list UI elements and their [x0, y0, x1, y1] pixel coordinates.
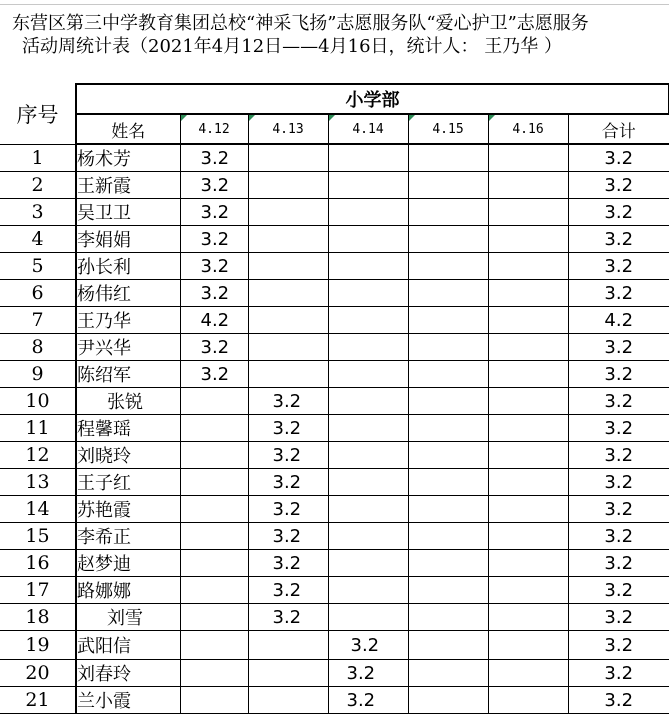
row-hours-cell-413[interactable]: 3.2: [248, 388, 328, 415]
row-hours-cell-412[interactable]: [180, 660, 248, 687]
row-hours-cell-413[interactable]: 3.2: [248, 415, 328, 442]
row-seq-cell[interactable]: 17: [0, 577, 76, 604]
row-hours-cell-414[interactable]: [328, 496, 408, 523]
volunteer-hours-table: [0, 83, 669, 714]
sheet-top-edge: [0, 0, 669, 5]
row-total-cell[interactable]: 3.2: [568, 280, 669, 307]
row-hours-cell-415[interactable]: [408, 469, 488, 496]
row-hours-cell-416[interactable]: [488, 442, 568, 469]
row-hours-cell-414[interactable]: [328, 144, 408, 172]
row-name-cell[interactable]: 王乃华: [76, 307, 180, 334]
row-hours-cell-416[interactable]: [488, 307, 568, 334]
row-hours-cell-413[interactable]: [248, 631, 328, 660]
row-total-cell[interactable]: 3.2: [568, 550, 669, 577]
row-hours-cell-416[interactable]: [488, 334, 568, 361]
row-seq-cell[interactable]: 7: [0, 307, 76, 334]
row-hours-cell-416[interactable]: [488, 604, 568, 631]
row-hours-cell-416[interactable]: [488, 280, 568, 307]
row-total-cell[interactable]: 3.2: [568, 496, 669, 523]
row-seq-cell[interactable]: 4: [0, 226, 76, 253]
row-total-cell[interactable]: 3.2: [568, 469, 669, 496]
row-hours-cell-416[interactable]: [488, 523, 568, 550]
date-column-header-0416[interactable]: 4.16: [488, 114, 568, 144]
table-row: [0, 388, 669, 415]
row-hours-cell-412[interactable]: [180, 496, 248, 523]
row-seq-cell[interactable]: 5: [0, 253, 76, 280]
row-name-cell[interactable]: 尹兴华: [76, 334, 180, 361]
table-row: [0, 631, 669, 660]
row-hours-cell-412[interactable]: [180, 469, 248, 496]
seq-column-header[interactable]: 序号: [0, 84, 76, 144]
column-header-row: [0, 114, 669, 144]
row-hours-cell-414[interactable]: [328, 604, 408, 631]
row-hours-cell-413[interactable]: [248, 172, 328, 199]
row-hours-cell-412[interactable]: 4.2: [180, 307, 248, 334]
date-column-header-0414[interactable]: 4.14: [328, 114, 408, 144]
row-hours-cell-413[interactable]: [248, 253, 328, 280]
row-hours-cell-413[interactable]: 3.2: [248, 496, 328, 523]
row-seq-cell[interactable]: 19: [0, 631, 76, 660]
row-hours-cell-412[interactable]: [180, 604, 248, 631]
row-hours-cell-414[interactable]: [328, 307, 408, 334]
row-hours-cell-415[interactable]: [408, 496, 488, 523]
row-name-cell[interactable]: 吴卫卫: [76, 199, 180, 226]
row-hours-cell-414[interactable]: 3.2: [328, 687, 408, 714]
row-hours-cell-413[interactable]: [248, 280, 328, 307]
row-hours-cell-413[interactable]: [248, 199, 328, 226]
row-seq-cell[interactable]: 6: [0, 280, 76, 307]
row-hours-cell-416[interactable]: [488, 687, 568, 714]
row-hours-cell-413[interactable]: [248, 660, 328, 687]
row-hours-cell-413[interactable]: [248, 307, 328, 334]
date-column-header-0413[interactable]: 4.13: [248, 114, 328, 144]
row-hours-cell-414[interactable]: [328, 577, 408, 604]
row-hours-cell-412[interactable]: [180, 523, 248, 550]
date-column-header-0415[interactable]: 4.15: [408, 114, 488, 144]
row-total-cell[interactable]: 3.2: [568, 523, 669, 550]
row-hours-cell-416[interactable]: [488, 226, 568, 253]
table-row: [0, 253, 669, 280]
row-total-cell[interactable]: 3.2: [568, 604, 669, 631]
row-hours-cell-412[interactable]: [180, 388, 248, 415]
title-line-1: 东营区第三中学教育集团总校“神采飞扬”志愿服务队“爱心护卫”志愿服务: [12, 13, 589, 34]
row-hours-cell-413[interactable]: 3.2: [248, 469, 328, 496]
row-hours-cell-416[interactable]: [488, 577, 568, 604]
row-hours-cell-412[interactable]: [180, 687, 248, 714]
table-row: [0, 334, 669, 361]
row-seq-cell[interactable]: 14: [0, 496, 76, 523]
row-total-cell[interactable]: 3.2: [568, 172, 669, 199]
row-hours-cell-416[interactable]: [488, 172, 568, 199]
row-hours-cell-412[interactable]: 3.2: [180, 334, 248, 361]
row-hours-cell-414[interactable]: [328, 469, 408, 496]
row-name-cell[interactable]: 刘晓玲: [76, 442, 180, 469]
row-total-cell[interactable]: 3.2: [568, 388, 669, 415]
row-hours-cell-416[interactable]: [488, 199, 568, 226]
row-hours-cell-414[interactable]: 3.2: [328, 631, 408, 660]
row-hours-cell-415[interactable]: [408, 604, 488, 631]
row-name-cell[interactable]: 刘春玲: [76, 660, 180, 687]
row-total-cell[interactable]: 3.2: [568, 226, 669, 253]
table-row: [0, 469, 669, 496]
row-hours-cell-414[interactable]: [328, 550, 408, 577]
row-hours-cell-415[interactable]: [408, 253, 488, 280]
row-name-cell[interactable]: 刘雪: [76, 604, 180, 631]
row-seq-cell[interactable]: 21: [0, 687, 76, 714]
row-hours-cell-413[interactable]: [248, 226, 328, 253]
section-header-row: [0, 84, 669, 114]
row-seq-cell[interactable]: 2: [0, 172, 76, 199]
row-hours-cell-414[interactable]: [328, 226, 408, 253]
row-name-cell[interactable]: 兰小霞: [76, 687, 180, 714]
total-column-header[interactable]: 合计: [568, 114, 669, 144]
title-line-2: 活动周统计表（2021年4月12日——4月16日，统计人： 王乃华 ）: [22, 36, 562, 57]
table-row: [0, 307, 669, 334]
row-hours-cell-412[interactable]: 3.2: [180, 172, 248, 199]
row-hours-cell-414[interactable]: [328, 280, 408, 307]
row-hours-cell-415[interactable]: [408, 442, 488, 469]
table-row: [0, 280, 669, 307]
row-name-cell[interactable]: 路娜娜: [76, 577, 180, 604]
row-hours-cell-416[interactable]: [488, 660, 568, 687]
row-name-cell[interactable]: 杨术芳: [76, 144, 180, 172]
table-row: [0, 577, 669, 604]
row-hours-cell-412[interactable]: [180, 577, 248, 604]
row-total-cell[interactable]: 3.2: [568, 415, 669, 442]
row-total-cell[interactable]: 3.2: [568, 144, 669, 172]
row-seq-cell[interactable]: 10: [0, 388, 76, 415]
row-name-cell[interactable]: 赵梦迪: [76, 550, 180, 577]
row-hours-cell-413[interactable]: 3.2: [248, 604, 328, 631]
row-hours-cell-415[interactable]: [408, 361, 488, 388]
table-row: [0, 199, 669, 226]
row-hours-cell-415[interactable]: [408, 307, 488, 334]
row-total-cell[interactable]: 3.2: [568, 631, 669, 660]
row-hours-cell-413[interactable]: 3.2: [248, 577, 328, 604]
row-hours-cell-415[interactable]: [408, 334, 488, 361]
row-hours-cell-414[interactable]: [328, 334, 408, 361]
row-hours-cell-412[interactable]: [180, 631, 248, 660]
row-name-cell[interactable]: 武阳信: [76, 631, 180, 660]
sheet-title: [12, 12, 667, 58]
row-name-cell[interactable]: 王子红: [76, 469, 180, 496]
row-seq-cell[interactable]: 11: [0, 415, 76, 442]
row-hours-cell-415[interactable]: [408, 523, 488, 550]
row-hours-cell-414[interactable]: [328, 415, 408, 442]
row-name-cell[interactable]: 孙长利: [76, 253, 180, 280]
row-total-cell[interactable]: 3.2: [568, 442, 669, 469]
row-total-cell[interactable]: 3.2: [568, 577, 669, 604]
row-hours-cell-414[interactable]: [328, 199, 408, 226]
row-hours-cell-415[interactable]: [408, 144, 488, 172]
row-seq-cell[interactable]: 12: [0, 442, 76, 469]
row-total-cell[interactable]: 3.2: [568, 361, 669, 388]
row-hours-cell-416[interactable]: [488, 361, 568, 388]
row-total-cell[interactable]: 3.2: [568, 199, 669, 226]
row-hours-cell-414[interactable]: 3.2: [328, 660, 408, 687]
table-row: [0, 687, 669, 714]
table-row: [0, 144, 669, 172]
row-hours-cell-413[interactable]: 3.2: [248, 550, 328, 577]
row-total-cell[interactable]: 3.2: [568, 253, 669, 280]
table-row: [0, 523, 669, 550]
row-hours-cell-413[interactable]: 3.2: [248, 442, 328, 469]
row-hours-cell-416[interactable]: [488, 144, 568, 172]
row-hours-cell-412[interactable]: 3.2: [180, 199, 248, 226]
row-seq-cell[interactable]: 20: [0, 660, 76, 687]
table-row: [0, 604, 669, 631]
row-hours-cell-412[interactable]: 3.2: [180, 361, 248, 388]
row-seq-cell[interactable]: 3: [0, 199, 76, 226]
row-hours-cell-414[interactable]: [328, 442, 408, 469]
row-hours-cell-415[interactable]: [408, 550, 488, 577]
row-hours-cell-416[interactable]: [488, 469, 568, 496]
row-hours-cell-413[interactable]: [248, 687, 328, 714]
row-hours-cell-416[interactable]: [488, 253, 568, 280]
row-seq-cell[interactable]: 1: [0, 144, 76, 172]
row-hours-cell-416[interactable]: [488, 550, 568, 577]
row-hours-cell-412[interactable]: 3.2: [180, 144, 248, 172]
row-hours-cell-415[interactable]: [408, 172, 488, 199]
row-seq-cell[interactable]: 15: [0, 523, 76, 550]
row-name-cell[interactable]: 程馨瑶: [76, 415, 180, 442]
row-hours-cell-414[interactable]: [328, 172, 408, 199]
row-name-cell[interactable]: 杨伟红: [76, 280, 180, 307]
row-hours-cell-412[interactable]: [180, 415, 248, 442]
row-hours-cell-416[interactable]: [488, 388, 568, 415]
row-seq-cell[interactable]: 9: [0, 361, 76, 388]
row-hours-cell-415[interactable]: [408, 415, 488, 442]
row-total-cell[interactable]: 4.2: [568, 307, 669, 334]
table-row: [0, 415, 669, 442]
table-row: [0, 496, 669, 523]
row-hours-cell-415[interactable]: [408, 631, 488, 660]
row-hours-cell-413[interactable]: [248, 144, 328, 172]
section-header-primary-school[interactable]: 小学部: [76, 84, 669, 114]
row-name-cell[interactable]: 李希正: [76, 523, 180, 550]
row-hours-cell-413[interactable]: [248, 334, 328, 361]
row-hours-cell-416[interactable]: [488, 631, 568, 660]
row-hours-cell-415[interactable]: [408, 660, 488, 687]
row-hours-cell-414[interactable]: [328, 361, 408, 388]
row-hours-cell-415[interactable]: [408, 226, 488, 253]
table-row: [0, 550, 669, 577]
table-row: [0, 226, 669, 253]
row-total-cell[interactable]: 3.2: [568, 687, 669, 714]
row-hours-cell-412[interactable]: [180, 550, 248, 577]
row-name-cell[interactable]: 张锐: [76, 388, 180, 415]
row-seq-cell[interactable]: 8: [0, 334, 76, 361]
row-hours-cell-414[interactable]: [328, 388, 408, 415]
row-hours-cell-412[interactable]: 3.2: [180, 226, 248, 253]
row-hours-cell-415[interactable]: [408, 577, 488, 604]
row-seq-cell[interactable]: 13: [0, 469, 76, 496]
table-row: [0, 442, 669, 469]
row-hours-cell-414[interactable]: [328, 523, 408, 550]
row-hours-cell-416[interactable]: [488, 496, 568, 523]
row-hours-cell-415[interactable]: [408, 280, 488, 307]
row-name-cell[interactable]: 陈绍军: [76, 361, 180, 388]
table-row: [0, 172, 669, 199]
row-seq-cell[interactable]: 16: [0, 550, 76, 577]
row-name-cell[interactable]: 王新霞: [76, 172, 180, 199]
row-name-cell[interactable]: 李娟娟: [76, 226, 180, 253]
row-hours-cell-413[interactable]: 3.2: [248, 523, 328, 550]
row-hours-cell-416[interactable]: [488, 415, 568, 442]
row-hours-cell-415[interactable]: [408, 199, 488, 226]
row-hours-cell-415[interactable]: [408, 687, 488, 714]
row-hours-cell-412[interactable]: [180, 442, 248, 469]
table-row: [0, 361, 669, 388]
name-column-header[interactable]: 姓名: [76, 114, 180, 144]
row-name-cell[interactable]: 苏艳霞: [76, 496, 180, 523]
row-hours-cell-412[interactable]: 3.2: [180, 253, 248, 280]
row-hours-cell-414[interactable]: [328, 253, 408, 280]
row-seq-cell[interactable]: 18: [0, 604, 76, 631]
row-hours-cell-413[interactable]: [248, 361, 328, 388]
row-total-cell[interactable]: 3.2: [568, 334, 669, 361]
row-hours-cell-415[interactable]: [408, 388, 488, 415]
row-hours-cell-412[interactable]: 3.2: [180, 280, 248, 307]
row-total-cell[interactable]: 3.2: [568, 660, 669, 687]
table-row: [0, 660, 669, 687]
date-column-header-0412[interactable]: 4.12: [180, 114, 248, 144]
